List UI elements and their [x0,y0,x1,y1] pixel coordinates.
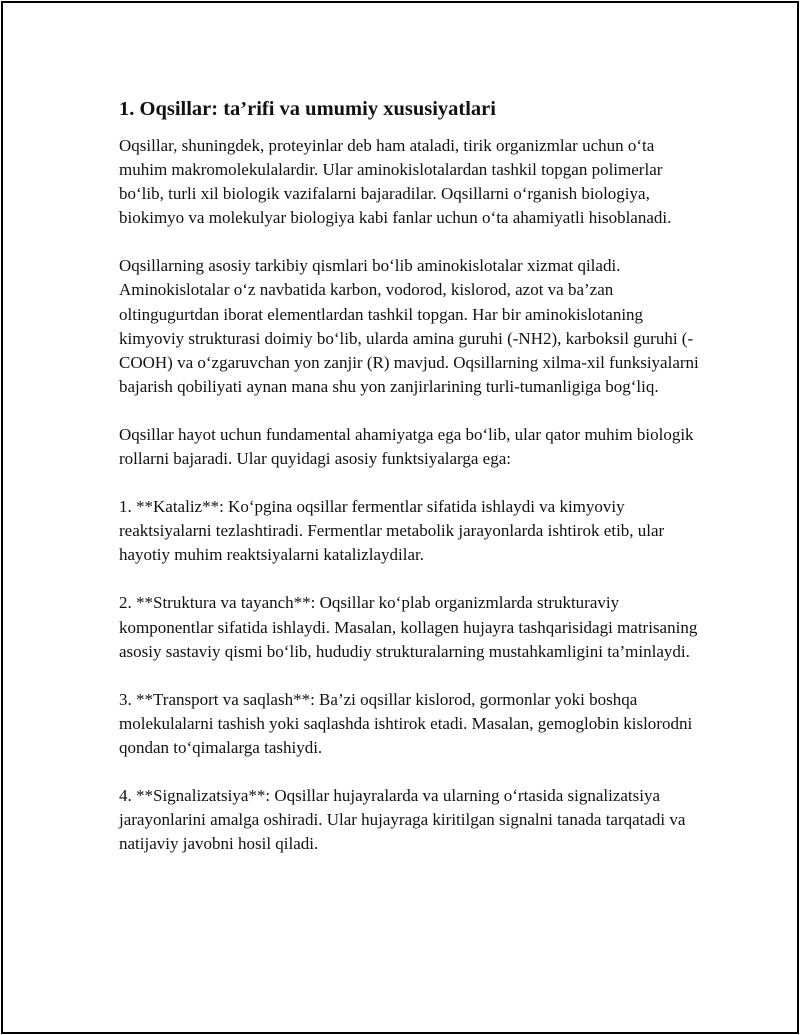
document-body [119,96,699,880]
paragraph-composition: Oqsillarning asosiy tarkibiy qismlari bo‘lib aminokislotalar xizmat qiladi. Aminokislotalar o‘z navbatida karbon, vodorod, kislorod, azot va ba’zan oltingugurtdan iborat elementlardan tashkil topgan. Har bir aminokislotaning kimyoviy strukturasi doimiy bo‘lib, ularda amina guruhi (-NH2), karboksil guruhi (-COOH) va o‘zgaruvchan yon zanjir (R) mavjud. Oqsillarning xilma-xil funksiyalarni bajarish qobiliyati aynan mana shu yon zanjirlarining turli-tumanligiga bog‘liq. [119,256,699,396]
section-title: 1. Oqsillar: ta’rifi va umumiy xususiyatlari [119,98,496,120]
paragraph-functions-intro: Oqsillar hayot uchun fundamental ahamiyatga ega bo‘lib, ular qator muhim biologik rollarni bajaradi. Ular quyidagi asosiy funktsiyalarga ega: [119,424,694,469]
list-item-structure: 2. **Struktura va tayanch**: Oqsillar ko‘plab organizmlarda strukturaviy komponentlar sifatida ishlaydi. Masalan, kollagen hujayra tashqarisidagi matrisaning asosiy sastaviy qismi bo‘lib, hududiy strukturalarning mustahkamligini ta’minlaydi. [119,593,698,661]
list-item-signaling: 4. **Signalizatsiya**: Oqsillar hujayralarda va ularning o‘rtasida signalizatsiya jarayonlarini amalga oshiradi. Ular hujayraga kiritilgan signalni tanada tarqatadi va natijaviy javobni hosil qiladi. [119,785,686,854]
list-item-transport: 3. **Transport va saqlash**: Ba’zi oqsillar kislorod, gormonlar yoki boshqa molekulalarni tashish yoki saqlashda ishtirok etadi. Masalan, gemoglobin kislorodni qondan to‘qimalarga tashiydi. [119,689,693,757]
page-frame [1,1,799,1034]
list-item-catalysis: 1. **Kataliz**: Ko‘pgina oqsillar fermentlar sifatida ishlaydi va kimyoviy reaktsiyalarni tezlashtiradi. Fermentlar metabolik jarayonlarda ishtirok etib, ular hayotiy muhim reaktsiyalarni katalizlaydilar. [119,497,665,565]
paragraph-intro: Oqsillar, shuningdek, proteyinlar deb ham ataladi, tirik organizmlar uchun o‘ta muhim makromolekulalardir. Ular aminokislotalardan tashkil topgan polimerlar bo‘lib, turli xil biologik vazifalarni bajaradilar. Oqsillarni o‘rganish biologiya, biokimyo va molekulyar biologiya kabi fanlar uchun o‘ta ahamiyatli hisoblanadi. [119,136,672,228]
